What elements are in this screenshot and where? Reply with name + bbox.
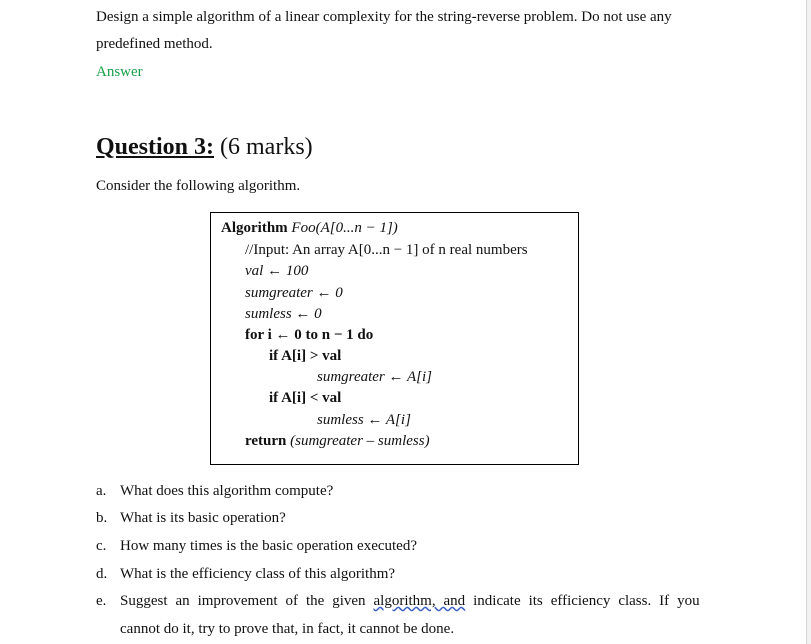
algorithm-comment: //Input: An array A[0...n − 1] of n real numbers (245, 242, 528, 258)
spellcheck-underlined-text[interactable]: algorithm, and (373, 593, 466, 609)
algorithm-signature: Foo(A[0...n − 1]) (291, 220, 398, 236)
question-heading (96, 133, 313, 161)
algorithm-for-line: for i ← 0 to n − 1 do (245, 327, 374, 343)
intro-line-1: Design a simple algorithm of a linear complexity for the string-reverse problem. Do not use any (96, 9, 672, 25)
algorithm-assign-1 (317, 368, 432, 386)
subquestion-text: What does this algorithm compute? (120, 483, 334, 499)
subquestion-c (96, 537, 417, 555)
question-marks: (6 marks) (220, 134, 313, 160)
subquestion-text-after: indicate its efficiency class. If you (473, 593, 700, 609)
subquestion-d (96, 565, 395, 583)
subquestion-label: c. (96, 538, 107, 554)
intro-line-2: predefined method. (96, 36, 213, 52)
subquestion-label: a. (96, 483, 107, 499)
algorithm-sumless-init (245, 305, 322, 323)
val-init-text: val ← 100 (245, 263, 309, 279)
subquestion-label: e. (96, 593, 107, 609)
algorithm-keyword: Algorithm (221, 220, 288, 236)
consider-text: Consider the following algorithm. (96, 178, 301, 194)
algorithm-assign-2 (317, 411, 411, 429)
algorithm-header (221, 219, 398, 237)
algorithm-if-1: if A[i] > val (269, 348, 342, 364)
subquestion-text: What is its basic operation? (120, 510, 286, 526)
sumgreater-init-text: sumgreater ← 0 (245, 285, 343, 301)
subquestion-text: How many times is the basic operation executed? (120, 538, 417, 554)
subquestion-e (96, 592, 700, 610)
algorithm-box (210, 212, 579, 465)
assign-1-text: sumgreater ← A[i] (317, 369, 433, 385)
assign-2-text: sumless ← A[i] (317, 412, 411, 428)
return-keyword: return (245, 433, 287, 449)
question-title: Question 3: (96, 134, 215, 160)
return-expression: (sumgreater – sumless) (290, 433, 430, 449)
subquestion-b (96, 509, 286, 527)
subquestion-text: What is the efficiency class of this algorithm? (120, 566, 396, 582)
algorithm-val-init (245, 262, 308, 280)
algorithm-if-2: if A[i] < val (269, 390, 342, 406)
subquestion-e-line-2: cannot do it, try to prove that, in fact, it cannot be done. (120, 621, 455, 637)
algorithm-sumgreater-init (245, 284, 343, 302)
subquestion-text-before: Suggest an improvement of the given (120, 593, 366, 609)
subquestion-label: d. (96, 566, 108, 582)
subquestion-a (96, 482, 333, 500)
answer-label: Answer (96, 64, 143, 80)
subquestion-label: b. (96, 510, 108, 526)
algorithm-return (245, 432, 430, 450)
sumless-init-text: sumless ← 0 (245, 306, 322, 322)
